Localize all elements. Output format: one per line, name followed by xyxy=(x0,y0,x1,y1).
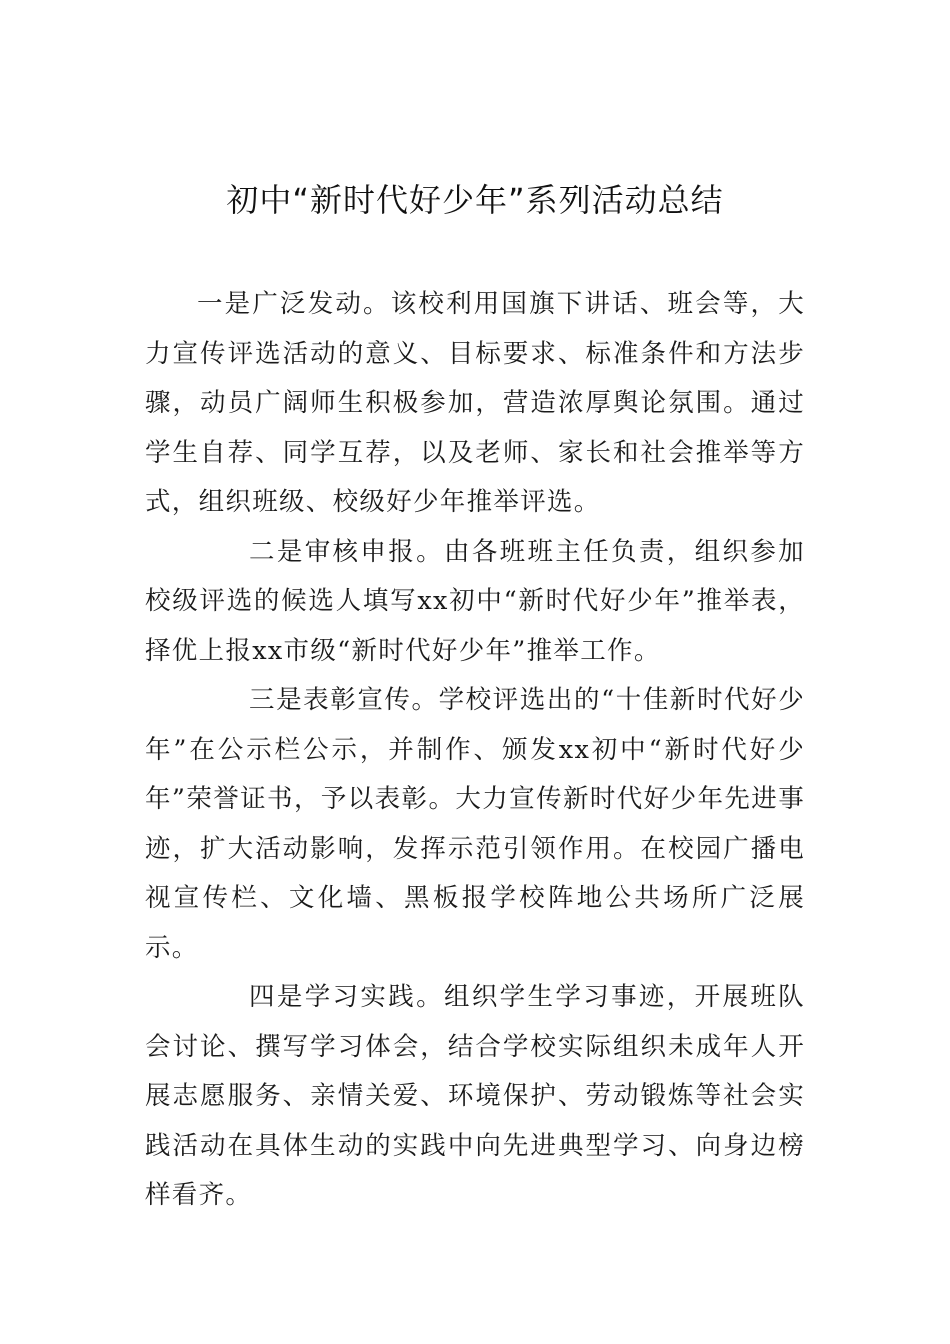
paragraph-2: 二是审核申报。由各班班主任负责，组织参加校级评选的候选人填写xx初中“新时代好少年”推举表，择优上报xx市级“新时代好少年”推举工作。 xyxy=(145,536,805,666)
document-title: 初中“新时代好少年”系列活动总结 xyxy=(226,181,724,219)
paragraph-1: 一是广泛发动。该校利用国旗下讲话、班会等，大力宣传评选活动的意义、目标要求、标准条件和方法步骤，动员广阔师生积极参加，营造浓厚舆论氛围。通过学生自荐、同学互荐，以及老师、家长和社会推举等方式，组织班级、校级好少年推举评选。 xyxy=(145,289,805,517)
paragraph-4: 四是学习实践。组织学生学习事迹，开展班队会讨论、撰写学习体会，结合学校实际组织未成年人开展志愿服务、亲情关爱、环境保护、劳动锻炼等社会实践活动在具体生动的实践中向先进典型学习、向身边榜样看齐。 xyxy=(145,982,805,1210)
paragraph-3: 三是表彰宣传。学校评选出的“十佳新时代好少年”在公示栏公示，并制作、颁发xx初中“新时代好少年”荣誉证书，予以表彰。大力宣传新时代好少年先进事迹，扩大活动影响，发挥示范引领作用。在校园广播电视宣传栏、文化墙、黑板报学校阵地公共场所广泛展示。 xyxy=(145,685,805,963)
document-body xyxy=(145,280,805,1221)
